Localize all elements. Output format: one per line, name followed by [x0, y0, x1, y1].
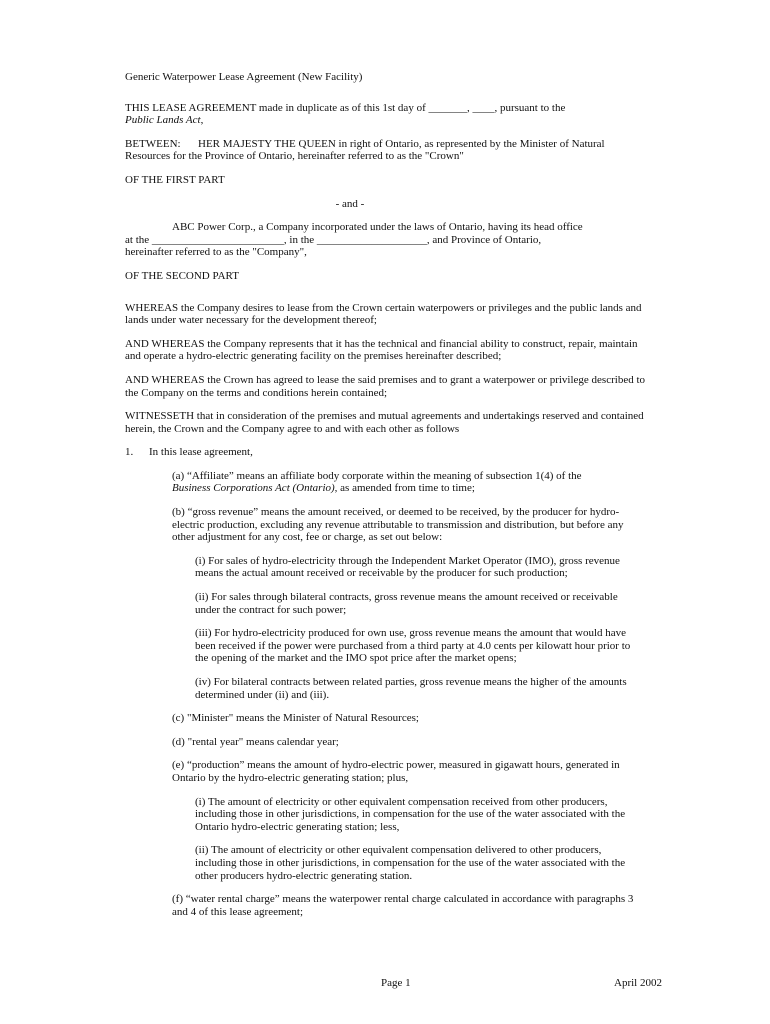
definition-b-item: (i) For sales of hydro-electricity through the Independent Market Operator (IMO), gross revenue means the actual amount received or receivable by the producer for such production;: [195, 554, 620, 580]
intro-separator: ,: [466, 101, 473, 114]
company-at-label: at the: [125, 233, 152, 246]
definition-a-text: (a) “Affiliate” means an affiliate body corporate within the meaning of subsection 1(4) of the: [172, 469, 582, 482]
second-part-label: OF THE SECOND PART: [125, 269, 239, 282]
year-blank: ____: [472, 101, 495, 114]
document-body: [125, 71, 645, 918]
first-part-label: OF THE FIRST PART: [125, 173, 225, 186]
definition-b-item: (ii) For sales through bilateral contracts, gross revenue means the amount received or receivable under the contract for such power;: [195, 591, 618, 616]
definition-d: (d) "rental year" means calendar year;: [172, 735, 339, 748]
definition-b-item: (iii) For hydro-electricity produced for own use, gross revenue means the amount that would have been received if the power were purchased from a third party at 4.0 cents per kilowatt hour prior to the opening of the market and the IMO spot price after the market opens;: [195, 627, 631, 665]
company-line-3: hereinafter referred to as the "Company",: [125, 246, 307, 259]
between-text: HER MAJESTY THE QUEEN in right of Ontario, as represented by the Minister of Natural Resources for the Province of Ontario, hereinafter referred to as the "Crown": [125, 137, 605, 163]
intro-paragraph: [125, 102, 645, 127]
company-line-1: ABC Power Corp., a Company incorporated under the laws of Ontario, having its head office: [172, 221, 583, 234]
recital-paragraph: AND WHEREAS the Company represents that it has the technical and financial ability to construct, repair, maintain and operate a hydro-electric generating facility on the premises hereinafter described;: [125, 337, 638, 363]
between-label: BETWEEN:: [125, 137, 181, 150]
definition-b: (b) “gross revenue” means the amount received, or deemed to be received, by the producer for hydro-electric production, excluding any revenue attributable to transmission and distribution, but before any other adjustment for any cost, fee or charge, as set out below:: [172, 506, 624, 544]
section-1-text: In this lease agreement,: [149, 446, 253, 459]
definition-a-tail: as amended from time to time;: [337, 482, 475, 495]
day-blank: _______: [428, 101, 467, 114]
company-province: , and Province of Ontario,: [426, 233, 542, 246]
document-title: Generic Waterpower Lease Agreement (New Facility): [125, 71, 363, 83]
recital-paragraph: WHEREAS the Company desires to lease from the Crown certain waterpowers or privileges and the public lands and lands under water necessary for the development thereof;: [125, 301, 642, 327]
definition-a-act: Business Corporations Act (Ontario),: [172, 482, 338, 495]
head-office-blank: ________________________: [151, 233, 284, 246]
recital-paragraph: WITNESSETH that in consideration of the premises and mutual agreements and undertakings reserved and contained herein, the Crown and the Company agree to and with each other as follows: [125, 410, 644, 435]
definition-f: (f) “water rental charge” means the waterpower rental charge calculated in accordance with paragraphs 3 and 4 of this lease agreement;: [172, 893, 634, 918]
intro-text: THIS LEASE AGREEMENT made in duplicate as of this 1st day of: [125, 101, 429, 114]
definition-c: (c) "Minister" means the Minister of Natural Resources;: [172, 712, 419, 725]
section-number: 1.: [125, 446, 134, 459]
company-paragraph: [125, 221, 645, 259]
company-in-label: , in the: [283, 233, 317, 246]
act-name-end: ,: [200, 114, 204, 127]
municipality-blank: ____________________: [316, 233, 427, 246]
and-separator: - and -: [335, 197, 365, 210]
definition-e-item: (ii) The amount of electricity or other equivalent compensation delivered to other producers, including those in other jurisdictions, in compensation for the use of the water associated with the other producers hydro-electric generating station.: [195, 844, 626, 882]
recital-paragraph: AND WHEREAS the Crown has agreed to lease the said premises and to grant a waterpower or privilege described to the Company on the terms and conditions herein contained;: [125, 373, 646, 399]
definition-e: (e) “production” means the amount of hydro-electric power, measured in gigawatt hours, generated in Ontario by the hydro-electric generating station; plus,: [172, 759, 620, 784]
section-1: [125, 446, 645, 459]
intro-text-end: , pursuant to the: [494, 101, 566, 114]
definition-a: [125, 470, 645, 495]
act-name: Public Lands Act: [125, 114, 201, 127]
definition-b-item: (iv) For bilateral contracts between related parties, gross revenue means the higher of the amounts determined under (ii) and (iii).: [195, 676, 627, 701]
definition-e-item: (i) The amount of electricity or other equivalent compensation received from other producers, including those in other jurisdictions, in compensation for the use of the water associated with the Ontario hydro-electric generating station; less,: [195, 795, 626, 833]
page-number: Page 1: [381, 977, 411, 989]
footer-date: April 2002: [614, 977, 662, 989]
between-paragraph: [125, 138, 645, 163]
